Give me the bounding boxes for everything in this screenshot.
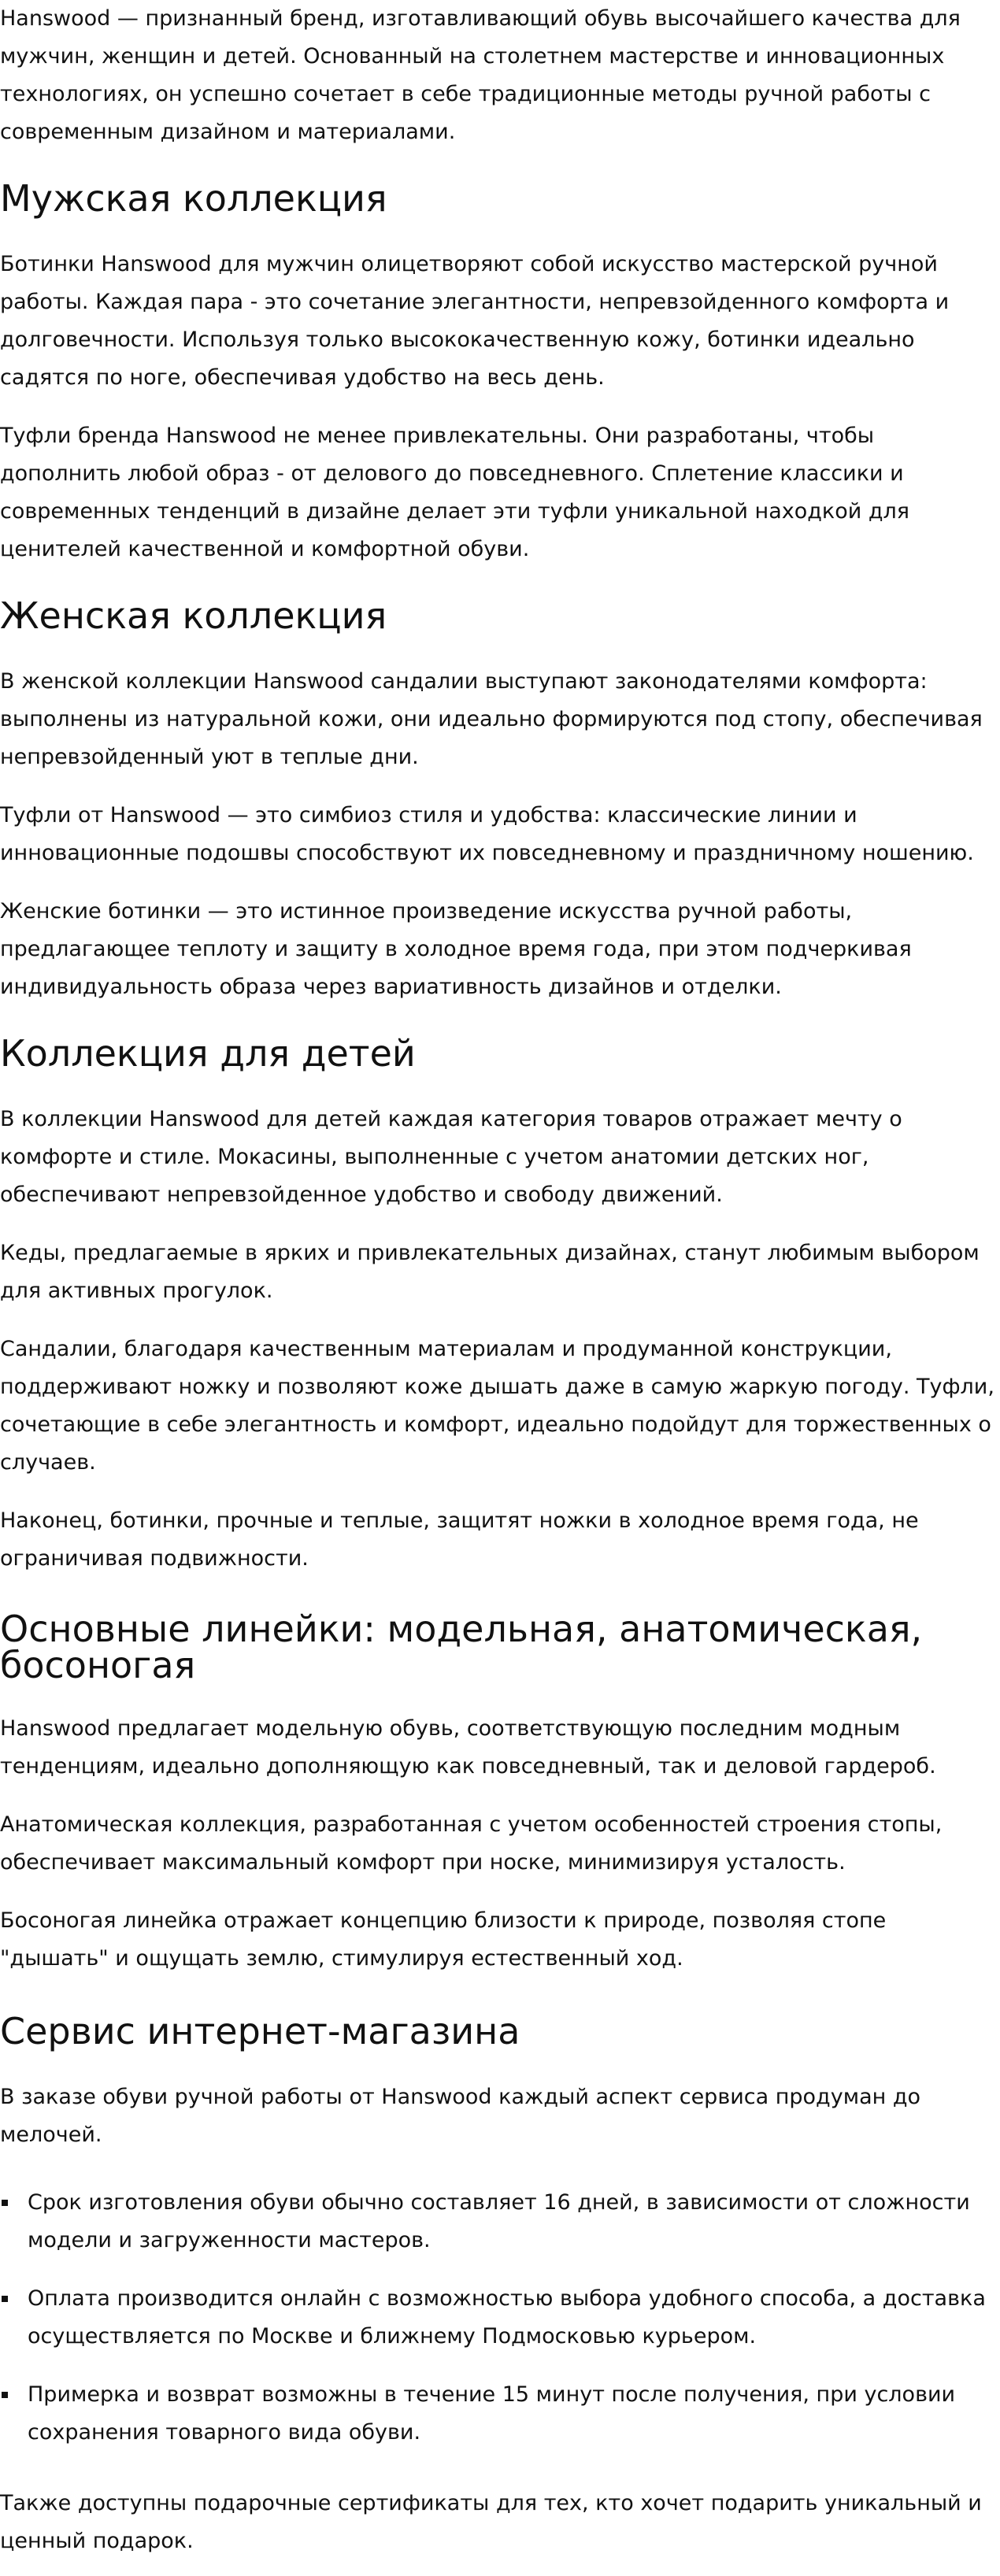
kids-paragraph-boots: Наконец, ботинки, прочные и теплые, защитят ножки в холодное время года, не ограничивая подвижности.: [0, 1508, 919, 1571]
women-section: [0, 595, 998, 1006]
men-section: [0, 178, 998, 568]
men-heading: Мужская коллекция: [0, 177, 387, 220]
women-heading: Женская коллекция: [0, 594, 387, 637]
lines-paragraph-anatomic: Анатомическая коллекция, разработанная с учетом особенностей строения стопы, обеспечивает максимальный комфорт при носке, минимизируя усталость.: [0, 1812, 943, 1875]
service-outro: Также доступны подарочные сертификаты для тех, кто хочет подарить уникальный и ценный подарок.: [0, 2491, 982, 2553]
list-item-text: Примерка и возврат возможны в течение 15 минут после получения, при условии сохранения товарного вида обуви.: [28, 2382, 956, 2445]
lines-paragraph-model: Hanswood предлагает модельную обувь, соответствующую последним модным тенденциям, идеально дополняющую как повседневный, так и деловой гардероб.: [0, 1716, 936, 1778]
bullet-icon: [2, 2296, 8, 2302]
lines-paragraph-barefoot: Босоногая линейка отражает концепцию близости к природе, позволяя стопе "дышать" и ощущать землю, стимулируя естественный ход.: [0, 1908, 887, 1971]
list-item-text: Срок изготовления обуви обычно составляет 16 дней, в зависимости от сложности модели и загруженности мастеров.: [28, 2190, 970, 2252]
service-section: [0, 2011, 998, 2560]
kids-section: [0, 1033, 998, 1578]
bullet-icon: [2, 2200, 8, 2206]
lines-section: [0, 1608, 998, 1978]
kids-paragraph-sneakers: Кеды, предлагаемые в ярких и привлекательных дизайнах, станут любимым выбором для активных прогулок.: [0, 1241, 980, 1303]
service-list: [0, 2184, 998, 2452]
service-heading: Сервис интернет-магазина: [0, 2010, 520, 2052]
intro-paragraph: Hanswood — признанный бренд, изготавливающий обувь высочайшего качества для мужчин, женщин и детей. Основанный на столетнем мастерстве и инновационных технологиях, он успешно сочетает в себе традиционные методы ручной работы с современным дизайном и материалами.: [0, 6, 961, 144]
list-item-text: Оплата производится онлайн с возможностью выбора удобного способа, а доставка осуществляется по Москве и ближнему Подмосковью курьером.: [28, 2286, 986, 2348]
list-item: [0, 2376, 998, 2452]
kids-paragraph-moccasins: В коллекции Hanswood для детей каждая категория товаров отражает мечту о комфорте и стиле. Мокасины, выполненные с учетом анатомии детских ног, обеспечивают непревзойденное удобство и свободу движений.: [0, 1107, 902, 1207]
kids-heading: Коллекция для детей: [0, 1032, 416, 1075]
bullet-icon: [2, 2392, 8, 2398]
men-paragraph-shoes: Туфли бренда Hanswood не менее привлекательны. Они разработаны, чтобы дополнить любой образ - от делового до повседневного. Сплетение классики и современных тенденций в дизайне делает эти туфли уникальной находкой для ценителей качественной и комфортной обуви.: [0, 424, 910, 561]
service-intro: В заказе обуви ручной работы от Hanswood каждый аспект сервиса продуман до мелочей.: [0, 2085, 921, 2147]
lines-heading: Основные линейки: модельная, анатомическая, босоногая: [0, 1608, 923, 1686]
list-item: [0, 2184, 998, 2260]
men-paragraph-boots: Ботинки Hanswood для мужчин олицетворяют собой искусство мастерской ручной работы. Каждая пара - это сочетание элегантности, непревзойденного комфорта и долговечности. Используя только высококачественную кожу, ботинки идеально садятся по ноге, обеспечивая удобство на весь день.: [0, 252, 950, 390]
women-paragraph-boots: Женские ботинки — это истинное произведение искусства ручной работы, предлагающее теплоту и защиту в холодное время года, при этом подчеркивая индивидуальность образа через вариативность дизайнов и отделки.: [0, 899, 912, 999]
list-item: [0, 2280, 998, 2356]
women-paragraph-shoes: Туфли от Hanswood — это симбиоз стиля и удобства: классические линии и инновационные подошвы способствуют их повседневному и праздничному ношению.: [0, 803, 974, 865]
kids-paragraph-sandals: Сандалии, благодаря качественным материалам и продуманной конструкции, поддерживают ножку и позволяют коже дышать даже в самую жаркую погоду. Туфли, сочетающие в себе элегантность и комфорт, идеально подойдут для торжественных о случаев.: [0, 1337, 994, 1475]
women-paragraph-sandals: В женской коллекции Hanswood сандалии выступают законодателями комфорта: выполнены из натуральной кожи, они идеально формируются под стопу, обеспечивая непревзойденный уют в теплые дни.: [0, 669, 983, 769]
